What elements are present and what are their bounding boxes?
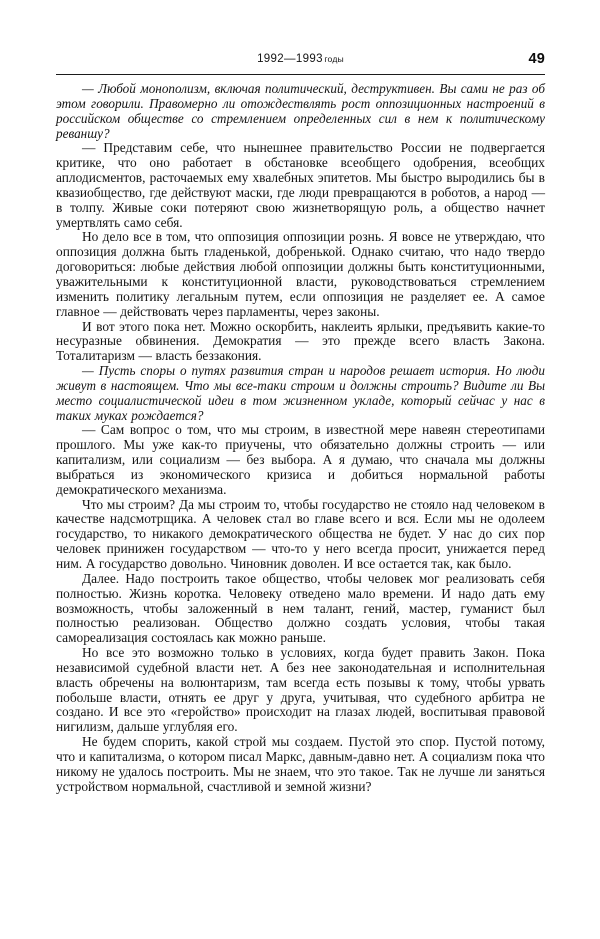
text-column: [56, 82, 545, 795]
running-head-title: [56, 53, 545, 65]
running-head: [56, 53, 545, 73]
paragraph-answer-2-cont-d: Не будем спорить, какой строй мы создаем. Пустой это спор. Пустой потому, что и капитализма, о котором писал Маркс, давным-давно нет. А социализм пока что никому не удалось построить. Мы не знаем, что это такое. Так не лучше ли заняться устройством нормальной, счастливой и земной жизни?: [56, 734, 545, 794]
paragraph-question-1: — Любой монополизм, включая политический, деструктивен. Вы сами не раз об этом говорили. Правомерно ли отождествлять рост оппозиционных настроений в российском обществе со стремлением определенных сил в нем к политическому реваншу?: [56, 81, 545, 141]
running-head-inner: [56, 53, 545, 73]
paragraph-question-2: — Пусть споры о путях развития стран и народов решает история. Но люди живут в настоящем. Что мы все-таки строим и должны строить? Видите ли Вы место социалистической идеи в том жизненном укладе, который сейчас у нас в таких муках рождается?: [56, 363, 545, 423]
page-number: 49: [528, 51, 545, 67]
paragraph-answer-1-cont-b: И вот этого пока нет. Можно оскорбить, наклеить ярлыки, предъявить какие-то несуразные обвинения. Демократия — это прежде всего власть Закона. Тоталитаризм — власть беззакония.: [56, 318, 545, 364]
paragraph-answer-2-cont-b: Далее. Надо построить такое общество, чтобы человек мог реализовать себя полностью. Жизнь коротка. Человеку отведено мало времени. И надо дать ему возможность, чтобы заложенный в нем талант, гений, мастер, гуманист был полностью реализован. Общество должно создать условия, чтобы такая самореализация состоялась как можно раньше.: [56, 570, 545, 646]
paragraph-answer-1-cont-a: Но дело все в том, что оппозиция оппозиции рознь. Я вовсе не утверждаю, что оппозиция должна быть гладенькой, добренькой. Однако считаю, что надо твердо договориться: любые действия любой оппозиции должны быть конституционными, уважительными к конституционной власти, руководствоваться стремлением изменить политику легальным путем, если оппозиция не разделяет ее. А самое главное — действовать через парламенты, через законы.: [56, 229, 545, 319]
paragraph-answer-1: — Представим себе, что нынешнее правительство России не подвергается критике, что оно работает в обстановке всеобщего одобрения, всеобщих аплодисментов, расточаемых ему хвалебных эпитетов. Мы быстро выродились бы в квазиобщество, где действуют маски, где люди превращаются в роботов, а народ — в толпу. Живые соки потеряют свою жизнетворящую роль, а общество начнет умертвлять само себя.: [56, 140, 545, 230]
paragraph-answer-2-cont-a: Что мы строим? Да мы строим то, чтобы государство не стояло над человеком в качестве надсмотрщика. А человек стал во главе всего и вся. Если мы не одолеем государство, то никакого демократического общества не будет. У нас до сих пор человек принижен государством — что-то у него всегда просит, унижается перед ним. А государство довольно. Чиновник доволен. И все остается так, как было.: [56, 496, 545, 571]
paragraph-answer-2: — Сам вопрос о том, что мы строим, в известной мере навеян стереотипами прошлого. Мы уже как-то приучены, что обязательно должны строить — или капитализм, или социализм — без выбора. А я думаю, что сначала мы должны выбраться из экономического кризиса и добиться нормальной работы демократического механизма.: [56, 422, 545, 497]
running-head-word: годы: [324, 54, 344, 64]
header-rule: [56, 74, 545, 75]
running-head-years: 1992—1993: [257, 53, 323, 65]
paragraph-answer-2-cont-c: Но все это возможно только в условиях, когда будет править Закон. Пока независимой судебной власти нет. А без нее законодательная и исполнительная власть обречены на волюнтаризм, там всегда есть позывы к тому, чтобы урвать побольше власти, отнять ее друг у друга, учитывая, что судебного арбитра не создано. И все это «геройство» происходит на глазах людей, воспитывая правовой нигилизм, дальше углубляя его.: [56, 645, 545, 735]
